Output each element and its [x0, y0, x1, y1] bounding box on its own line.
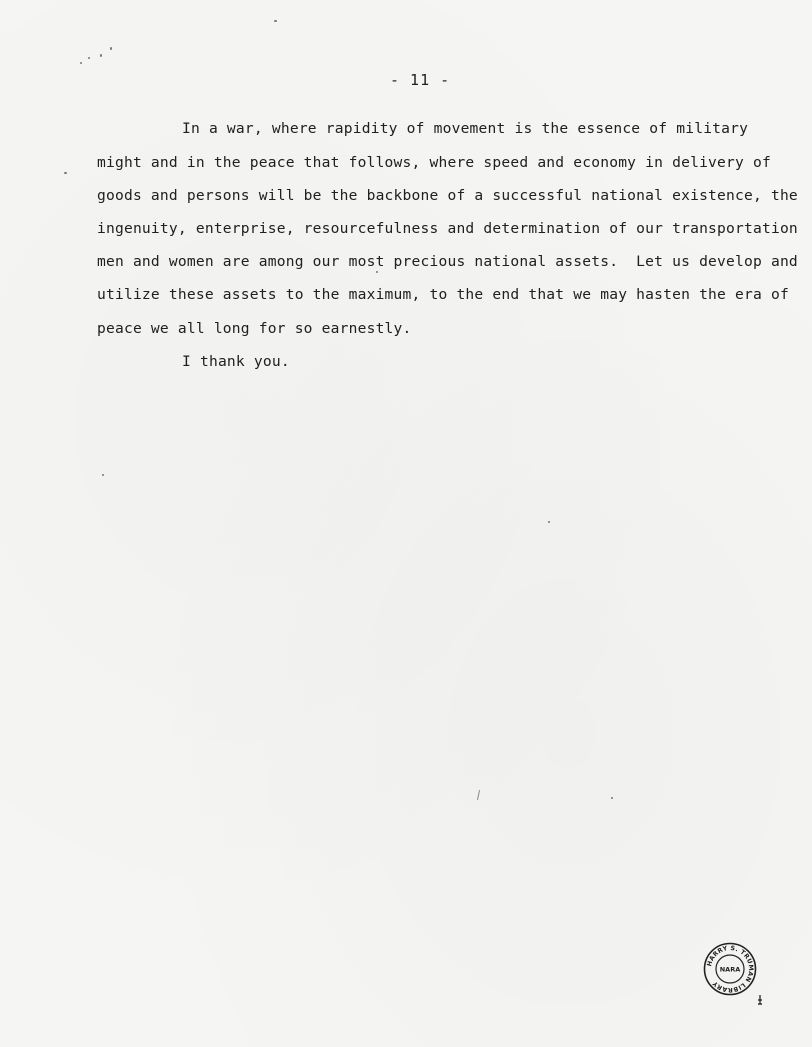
closing-line: I thank you. — [182, 353, 290, 370]
svg-text:NARA: NARA — [719, 965, 741, 974]
library-stamp-icon — [703, 942, 757, 996]
scan-speck — [376, 271, 378, 273]
scan-speck — [611, 797, 613, 799]
page-number: - 11 - — [390, 71, 451, 89]
body-line-4: ingenuity, enterprise, resourcefulness and determination of our transportation — [97, 220, 798, 237]
body-line-5: men and women are among our most precious national assets. Let us develop and — [97, 253, 798, 270]
body-line-1: In a war, where rapidity of movement is the essence of military — [182, 120, 749, 137]
scan-speck — [548, 521, 550, 523]
body-line-2: might and in the peace that follows, where speed and economy in delivery of — [97, 154, 771, 171]
pencil-mark-icon — [756, 994, 764, 1006]
scan-speck — [477, 790, 480, 800]
body-line-7: peace we all long for so earnestly. — [97, 320, 412, 337]
scan-speck — [80, 62, 82, 64]
scan-speck — [110, 47, 112, 50]
svg-text:HARRY S. TRUMAN LIBRARY: HARRY S. TRUMAN LIBRARY — [706, 944, 755, 994]
scan-speck — [102, 474, 104, 476]
body-line-3: goods and persons will be the backbone of a successful national existence, the — [97, 187, 798, 204]
scan-speck — [100, 54, 102, 57]
scan-speck — [274, 20, 277, 22]
scan-speck — [64, 172, 67, 174]
body-line-6: utilize these assets to the maximum, to the end that we may hasten the era of — [97, 286, 789, 303]
scan-speck — [88, 57, 90, 59]
